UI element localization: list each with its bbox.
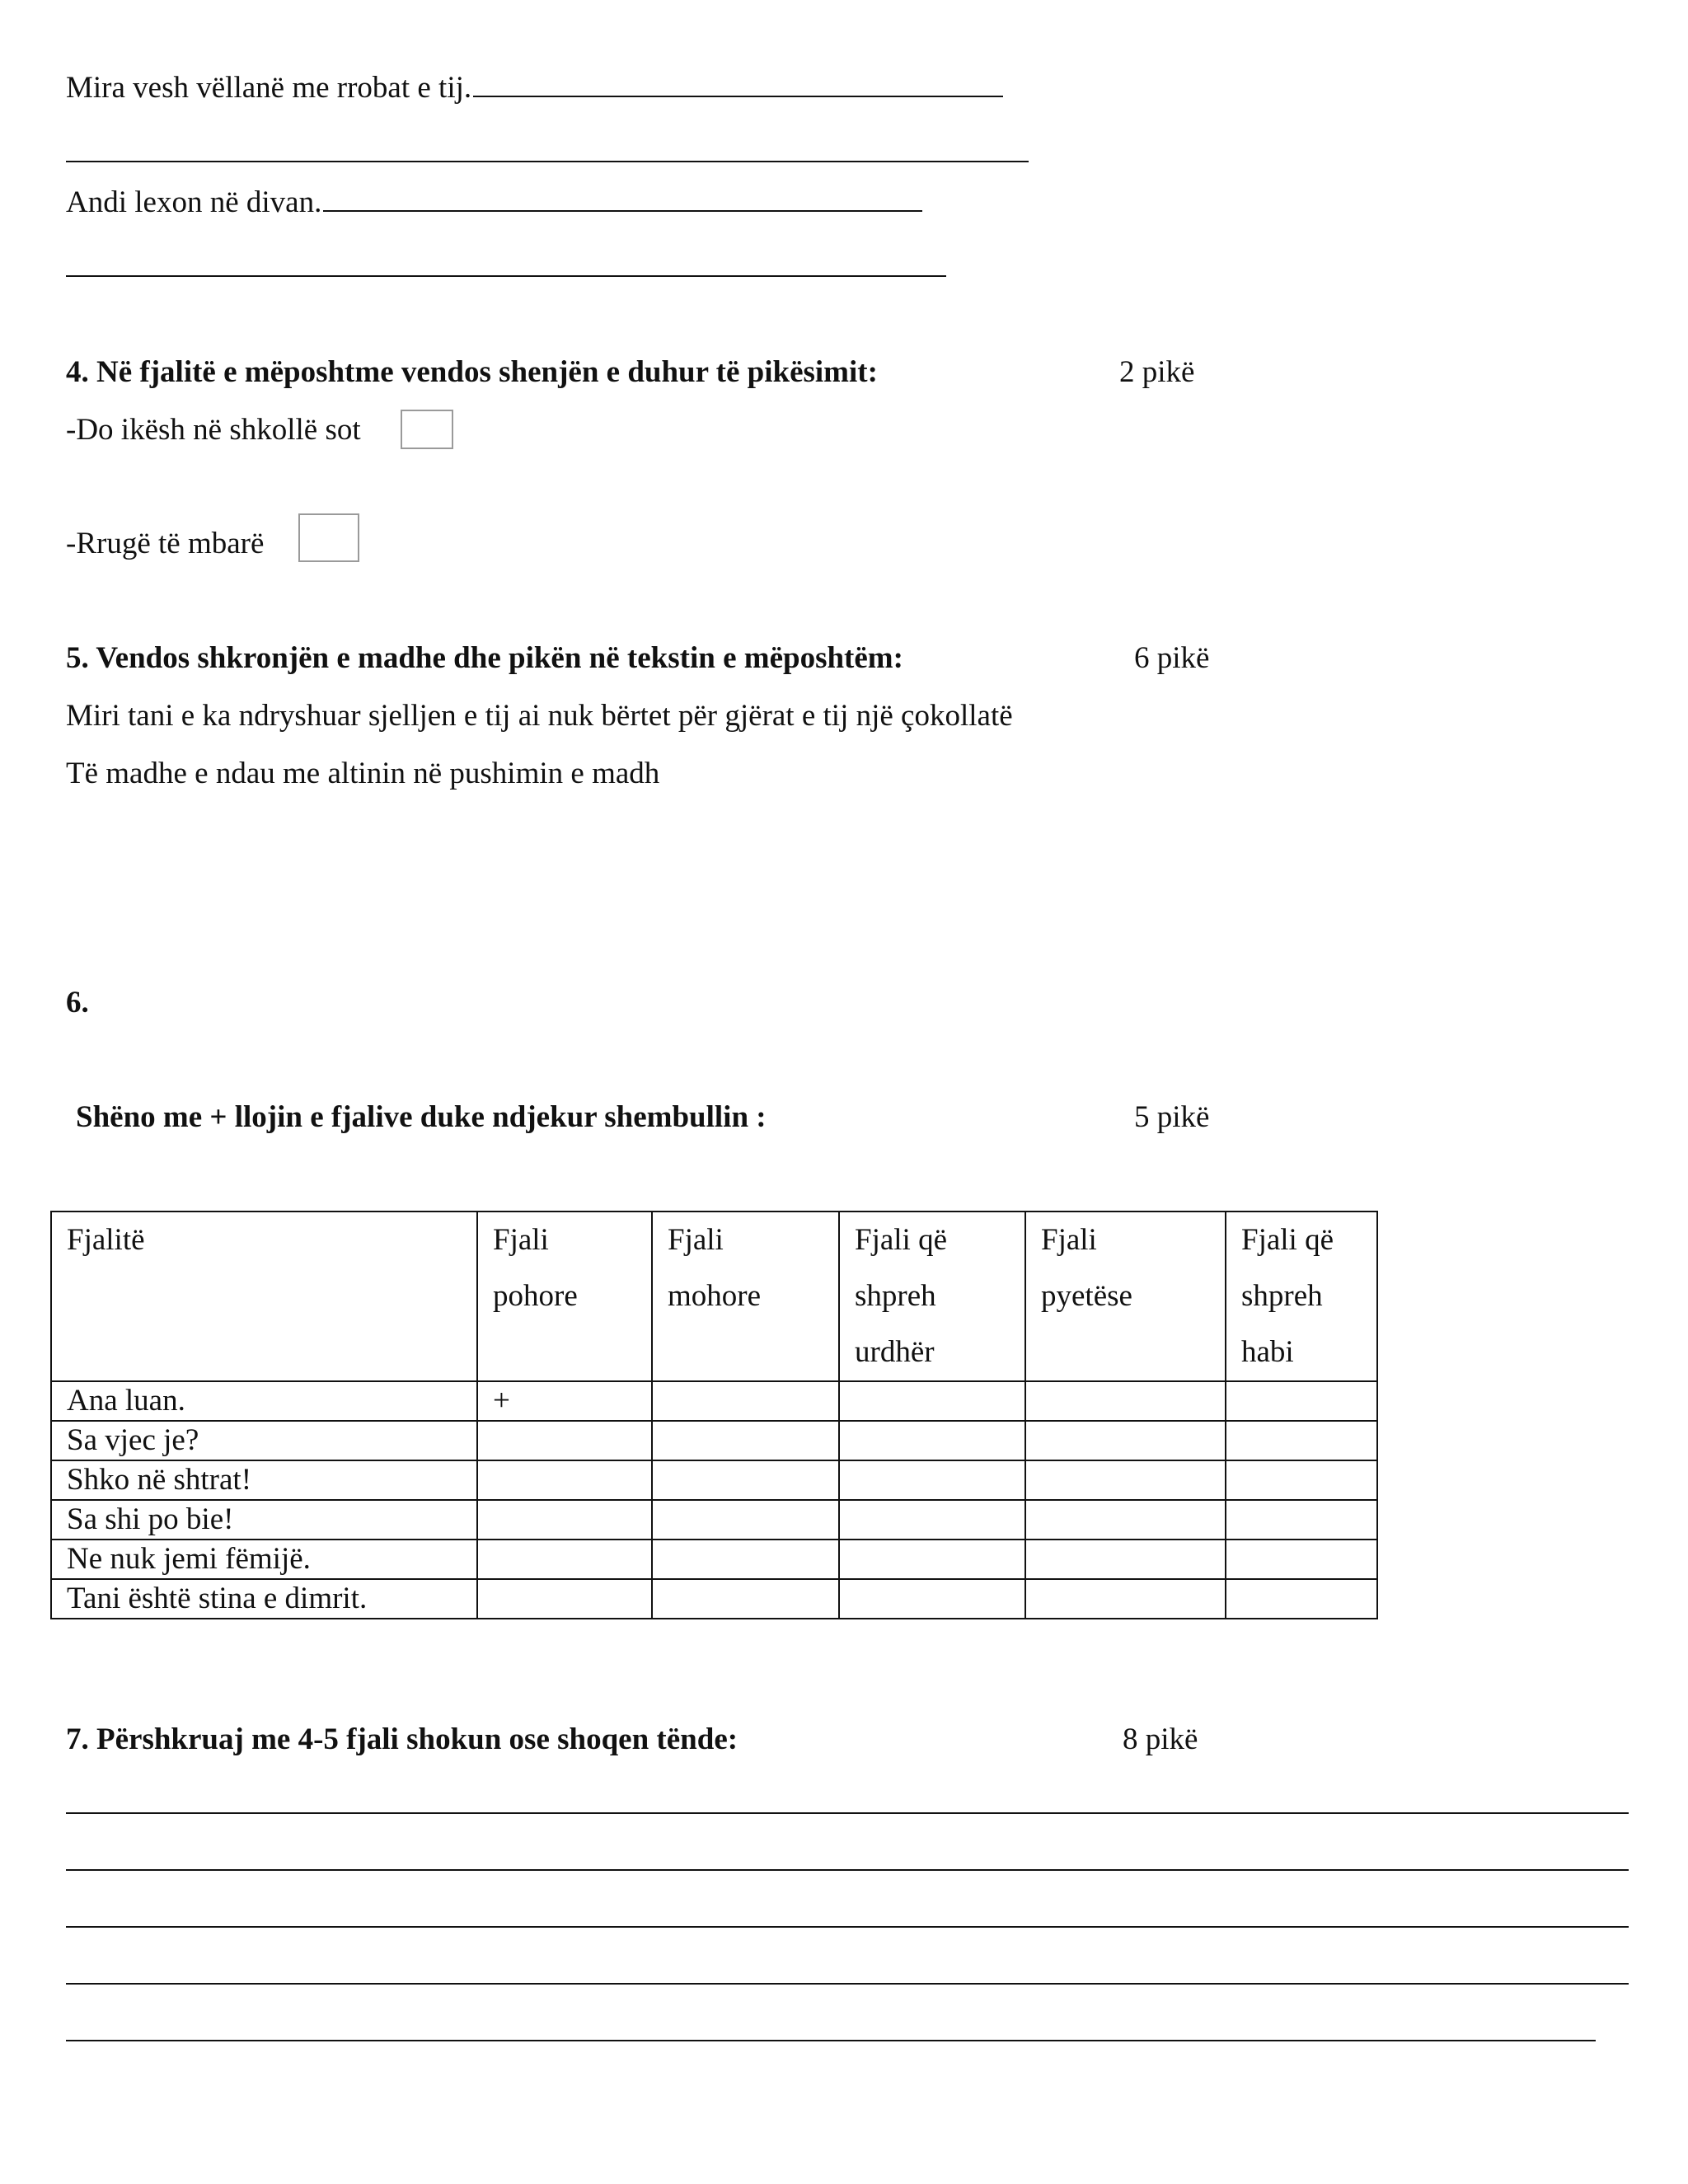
header-cell-sentences: Fjalitë bbox=[51, 1212, 477, 1381]
mark-cell[interactable] bbox=[1226, 1421, 1377, 1460]
header-cell-declarative: Fjali pohore bbox=[477, 1212, 652, 1381]
mark-cell[interactable] bbox=[1025, 1540, 1226, 1579]
header-cell-interrogative: Fjali pyetëse bbox=[1025, 1212, 1226, 1381]
mark-cell[interactable] bbox=[839, 1579, 1025, 1619]
table-row bbox=[51, 1500, 1377, 1540]
task5-text-line-1: Miri tani e ka ndryshuar sjelljen e tij ai nuk bërtet për gjërat e tij një çokollatë bbox=[66, 699, 1013, 733]
row-sentence: Sa vjec je? bbox=[51, 1421, 477, 1460]
mark-cell[interactable] bbox=[1025, 1500, 1226, 1540]
sentence-type-table bbox=[50, 1211, 1378, 1619]
task7-writing-line-1[interactable] bbox=[66, 1812, 1629, 1814]
mark-cell[interactable] bbox=[1226, 1540, 1377, 1579]
task6-number: 6. bbox=[66, 986, 89, 1019]
mark-cell[interactable] bbox=[477, 1421, 652, 1460]
task6-title: Shëno me + llojin e fjalive duke ndjekur shembullin : bbox=[76, 1100, 767, 1134]
task7-writing-line-3[interactable] bbox=[66, 1926, 1629, 1928]
task5-points: 6 pikë bbox=[1134, 641, 1210, 675]
mark-cell[interactable] bbox=[839, 1500, 1025, 1540]
table-row bbox=[51, 1421, 1377, 1460]
task3-answer-line-2a[interactable] bbox=[323, 182, 922, 212]
table-row bbox=[51, 1540, 1377, 1579]
task6-points: 5 pikë bbox=[1134, 1100, 1210, 1134]
row-sentence: Ana luan. bbox=[51, 1381, 477, 1421]
row-sentence: Tani është stina e dimrit. bbox=[51, 1579, 477, 1619]
mark-cell[interactable]: + bbox=[477, 1381, 652, 1421]
mark-cell[interactable] bbox=[1025, 1579, 1226, 1619]
mark-cell[interactable] bbox=[839, 1421, 1025, 1460]
task7-points: 8 pikë bbox=[1123, 1722, 1198, 1756]
mark-cell[interactable] bbox=[477, 1460, 652, 1500]
task3-answer-line-2b[interactable] bbox=[66, 275, 946, 277]
row-sentence: Shko në shtrat! bbox=[51, 1460, 477, 1500]
mark-cell[interactable] bbox=[839, 1381, 1025, 1421]
task4-answer-box-2[interactable] bbox=[298, 513, 359, 562]
mark-cell[interactable] bbox=[652, 1421, 839, 1460]
task7-title: 7. Përshkruaj me 4-5 fjali shokun ose shoqen tënde: bbox=[66, 1722, 738, 1756]
mark-cell[interactable] bbox=[1226, 1500, 1377, 1540]
row-sentence: Ne nuk jemi fëmijë. bbox=[51, 1540, 477, 1579]
mark-cell[interactable] bbox=[839, 1540, 1025, 1579]
mark-cell[interactable] bbox=[1025, 1381, 1226, 1421]
mark-cell[interactable] bbox=[652, 1381, 839, 1421]
task3-sentence-2-line bbox=[66, 182, 922, 221]
header-cell-imperative: Fjali që shpreh urdhër bbox=[839, 1212, 1025, 1381]
table-header-row bbox=[51, 1212, 1377, 1381]
mark-cell[interactable] bbox=[477, 1500, 652, 1540]
mark-cell[interactable] bbox=[1226, 1460, 1377, 1500]
header-cell-exclamatory: Fjali që shpreh habi bbox=[1226, 1212, 1377, 1381]
mark-cell[interactable] bbox=[652, 1500, 839, 1540]
task7-writing-line-2[interactable] bbox=[66, 1869, 1629, 1871]
task4-item-1: -Do ikësh në shkollë sot bbox=[66, 413, 361, 447]
mark-cell[interactable] bbox=[652, 1540, 839, 1579]
mark-cell[interactable] bbox=[1025, 1460, 1226, 1500]
mark-cell[interactable] bbox=[477, 1540, 652, 1579]
task4-item-2: -Rrugë të mbarë bbox=[66, 527, 265, 560]
mark-cell[interactable] bbox=[652, 1579, 839, 1619]
task3-sentence-1: Mira vesh vëllanë me rrobat e tij. bbox=[66, 71, 472, 105]
task3-answer-line-1a[interactable] bbox=[473, 68, 1003, 97]
task5-text-line-2: Të madhe e ndau me altinin në pushimin e madh bbox=[66, 757, 660, 790]
task7-writing-line-4[interactable] bbox=[66, 1983, 1629, 1985]
task4-points: 2 pikë bbox=[1119, 355, 1195, 389]
task5-title: 5. Vendos shkronjën e madhe dhe pikën në tekstin e mëposhtëm: bbox=[66, 641, 903, 675]
mark-cell[interactable] bbox=[1025, 1421, 1226, 1460]
table-row bbox=[51, 1381, 1377, 1421]
mark-cell[interactable] bbox=[1226, 1579, 1377, 1619]
task4-title: 4. Në fjalitë e mëposhtme vendos shenjën e duhur të pikësimit: bbox=[66, 355, 878, 389]
task4-answer-box-1[interactable] bbox=[401, 410, 453, 449]
header-cell-negative: Fjali mohore bbox=[652, 1212, 839, 1381]
table-row bbox=[51, 1460, 1377, 1500]
mark-cell[interactable] bbox=[839, 1460, 1025, 1500]
task3-answer-line-1b[interactable] bbox=[66, 161, 1029, 162]
row-sentence: Sa shi po bie! bbox=[51, 1500, 477, 1540]
table-row bbox=[51, 1579, 1377, 1619]
task3-sentence-2: Andi lexon në divan. bbox=[66, 185, 322, 219]
mark-cell[interactable] bbox=[652, 1460, 839, 1500]
task3-sentence-1-line bbox=[66, 68, 1003, 106]
task7-writing-line-5[interactable] bbox=[66, 2040, 1596, 2041]
mark-cell[interactable] bbox=[1226, 1381, 1377, 1421]
mark-cell[interactable] bbox=[477, 1579, 652, 1619]
